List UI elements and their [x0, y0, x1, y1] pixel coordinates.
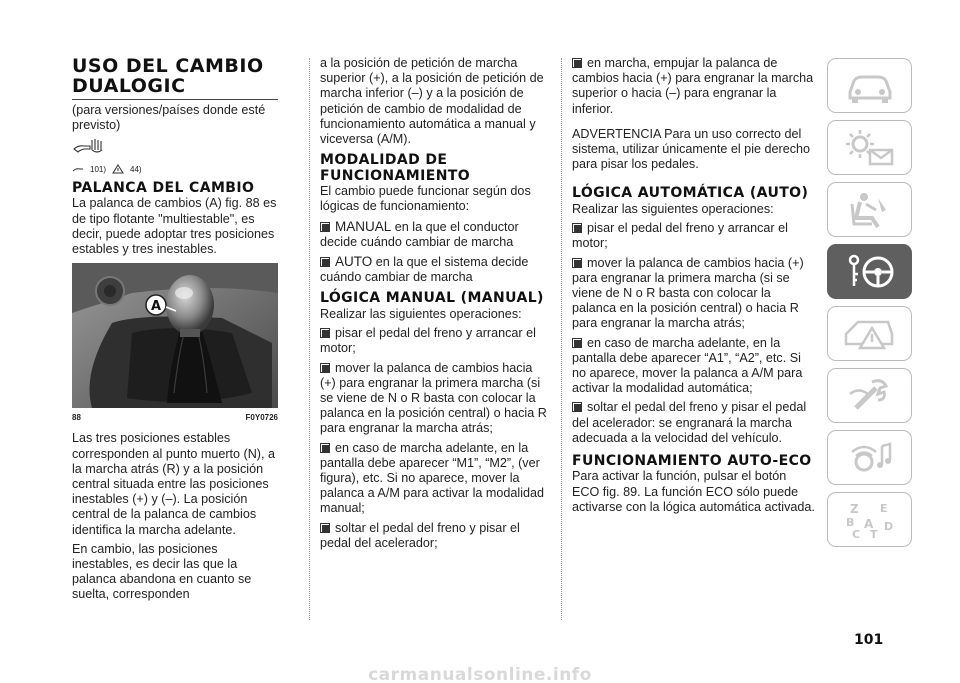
wrench-icon — [842, 376, 898, 416]
gear-lever-photo — [72, 263, 278, 408]
tab-maintenance[interactable] — [827, 368, 912, 423]
tab-index[interactable] — [827, 492, 912, 547]
column-divider-1 — [309, 58, 310, 620]
heading-logica-automatica: LÓGICA AUTOMÁTICA (AUTO) — [572, 185, 809, 202]
section-title — [72, 56, 278, 96]
index-letters-icon — [842, 500, 898, 540]
list-item-text: soltar el pedal del freno y pisar el pedal del acelerador; — [320, 520, 520, 550]
subtitle: (para versiones/países donde esté previsto) — [72, 103, 266, 133]
hand-warning-icon — [72, 137, 278, 159]
bullet-icon — [320, 222, 331, 230]
bullet-icon — [320, 328, 331, 336]
warning-ref-icon — [112, 164, 124, 174]
bullet-icon — [572, 338, 583, 346]
steering-key-icon — [842, 252, 898, 292]
title-line-1: USO DEL CAMBIO — [72, 55, 264, 77]
tab-road-warning[interactable] — [827, 306, 912, 361]
bullet-icon — [320, 523, 331, 531]
bullet-icon — [320, 363, 331, 371]
column-1 — [72, 56, 278, 607]
list-item-text: mover la palanca de cambios hacia (+) para engranar la primera marcha (si se viene de N o R basta con colocar la palanca en la posición central) o hacia R para engranar la marcha atrás; — [320, 360, 547, 436]
paragraph-palanca: La palanca de cambios (A) fig. 88 es de tipo flotante "multiestable", es decir, puede adoptar tres posiciones estables y tres inestables. — [72, 196, 277, 256]
index-letter: A — [863, 516, 873, 531]
paragraph-operaciones: Realizar las siguientes operaciones: — [320, 306, 522, 321]
list-item-text: soltar el pedal del freno y pisar el pedal del acelerador: se engranará la marcha adecuada a la velocidad del vehículo. — [572, 400, 807, 445]
paragraph-eco: Para activar la función, pulsar el botón ECO fig. 89. La función ECO sólo puede activarse con la lógica automática activada. — [572, 469, 815, 514]
paragraph-peticion: a la posición de petición de marcha superior (+), a la posición de petición de marcha inferior (–) y a la posición de petición de cambio de modalidad de funcionamiento automática a manual y viceversa (A/M). — [320, 56, 544, 147]
watermark: carmanualsonline.info — [368, 665, 592, 683]
index-letter: Z — [849, 501, 859, 516]
page-number: 101 — [854, 632, 884, 648]
tab-car[interactable] — [827, 58, 912, 113]
column-2 — [320, 56, 550, 555]
index-letter: C — [851, 527, 860, 540]
reference-101: 101) — [90, 164, 107, 174]
heading-auto-eco: FUNCIONAMIENTO AUTO-ECO — [572, 452, 812, 469]
paragraph-logicas: El cambio puede funcionar según dos lógicas de funcionamiento: — [320, 184, 531, 214]
figure-code: F0Y0726 — [245, 413, 278, 423]
callout-label: A — [150, 299, 162, 315]
chapter-sidebar — [827, 58, 912, 554]
list-item — [320, 326, 550, 356]
list-item-text: pisar el pedal del freno y arrancar el motor; — [320, 326, 536, 356]
heading-logica-manual: LÓGICA MANUAL (MANUAL) — [320, 290, 544, 307]
gear-lever-image — [72, 263, 278, 408]
list-item-text: mover la palanca de cambios hacia (+) para engranar la primera marcha (si se viene de N o R basta con colocar la palanca en la posición central) o hacia R para engranar la marcha atrás; — [572, 255, 804, 331]
paragraph-operaciones-auto: Realizar las siguientes operaciones: — [572, 201, 774, 216]
column-3 — [572, 56, 815, 519]
tab-starting-driving[interactable] — [827, 244, 912, 299]
manual-description: en la que el conductor decide cuándo cambiar de marcha — [320, 219, 519, 249]
bullet-icon — [572, 58, 583, 66]
tab-multimedia[interactable] — [827, 430, 912, 485]
airbag-seat-icon — [842, 190, 898, 230]
reference-icons — [72, 162, 278, 177]
reference-44: 44) — [130, 164, 142, 174]
bullet-icon — [320, 443, 331, 451]
manual-keyword: MANUAL — [335, 218, 392, 234]
title-rule — [72, 99, 278, 100]
bullet-icon — [320, 257, 331, 265]
paragraph-inestables: En cambio, las posiciones inestables, es decir las que la palanca abandona en cuanto se suelta, corresponden — [72, 541, 252, 602]
auto-keyword: AUTO — [335, 254, 373, 270]
auto-description: en la que el sistema decide cuándo cambiar de marcha — [320, 255, 529, 285]
tab-airbag-seat[interactable] — [827, 182, 912, 237]
figure-caption — [72, 410, 278, 425]
bullet-manual — [320, 219, 550, 250]
list-item — [572, 336, 815, 397]
figure-number: 88 — [72, 413, 81, 423]
index-letter: D — [883, 519, 893, 533]
list-item — [320, 441, 550, 517]
list-item — [320, 521, 550, 551]
bullet-icon — [572, 402, 583, 410]
hand-ref-icon — [72, 164, 84, 174]
list-item — [572, 56, 815, 117]
list-item — [572, 400, 815, 446]
paragraph-advertencia: ADVERTENCIA Para un uso correcto del sistema, utilizar únicamente el pie derecho para pisar los pedales. — [572, 126, 811, 172]
list-item-text: pisar el pedal del freno y arrancar el motor; — [572, 221, 788, 251]
warning-lights-icon — [842, 128, 898, 168]
bullet-icon — [572, 258, 583, 266]
paragraph-posiciones: Las tres posiciones estables corresponden al punto muerto (N), a la marcha atrás (R) y a la posición central situada entre las posiciones inestables (+) y (–). La posición central de la palanca de cambios identifica la marcha adelante. — [72, 431, 276, 537]
index-letter: E — [879, 501, 888, 515]
bullet-icon — [572, 223, 583, 231]
list-item — [572, 221, 815, 251]
list-item — [320, 361, 550, 437]
index-letter: B — [845, 515, 854, 529]
list-item — [572, 256, 815, 332]
list-item-text: en caso de marcha adelante, en la pantalla debe aparecer “A1”, “A2”, etc. Si no aparece, mover la palanca a A/M para activar la modalidad automática; — [572, 335, 803, 396]
heading-modalidad: MODALIDAD DE FUNCIONAMIENTO — [320, 152, 471, 184]
bullet-auto — [320, 254, 550, 285]
list-item-text: en marcha, empujar la palanca de cambios hacia (+) para engranar la marcha superior o hacia (–) para engranar la inferior. — [572, 56, 814, 116]
list-item-text: en caso de marcha adelante, en la pantalla debe aparecer “M1”, “M2”, (ver figura), etc. Si no aparece, mover la palanca a A/M para activar la modalidad manual; — [320, 440, 545, 516]
index-letter: T — [869, 527, 878, 540]
road-warning-icon — [842, 314, 898, 354]
title-line-2: DUALOGIC — [72, 75, 186, 97]
radio-icon — [842, 438, 898, 478]
column-divider-2 — [561, 58, 562, 620]
car-icon — [842, 66, 898, 106]
tab-warning-lights[interactable] — [827, 120, 912, 175]
heading-palanca: PALANCA DEL CAMBIO — [72, 179, 255, 196]
